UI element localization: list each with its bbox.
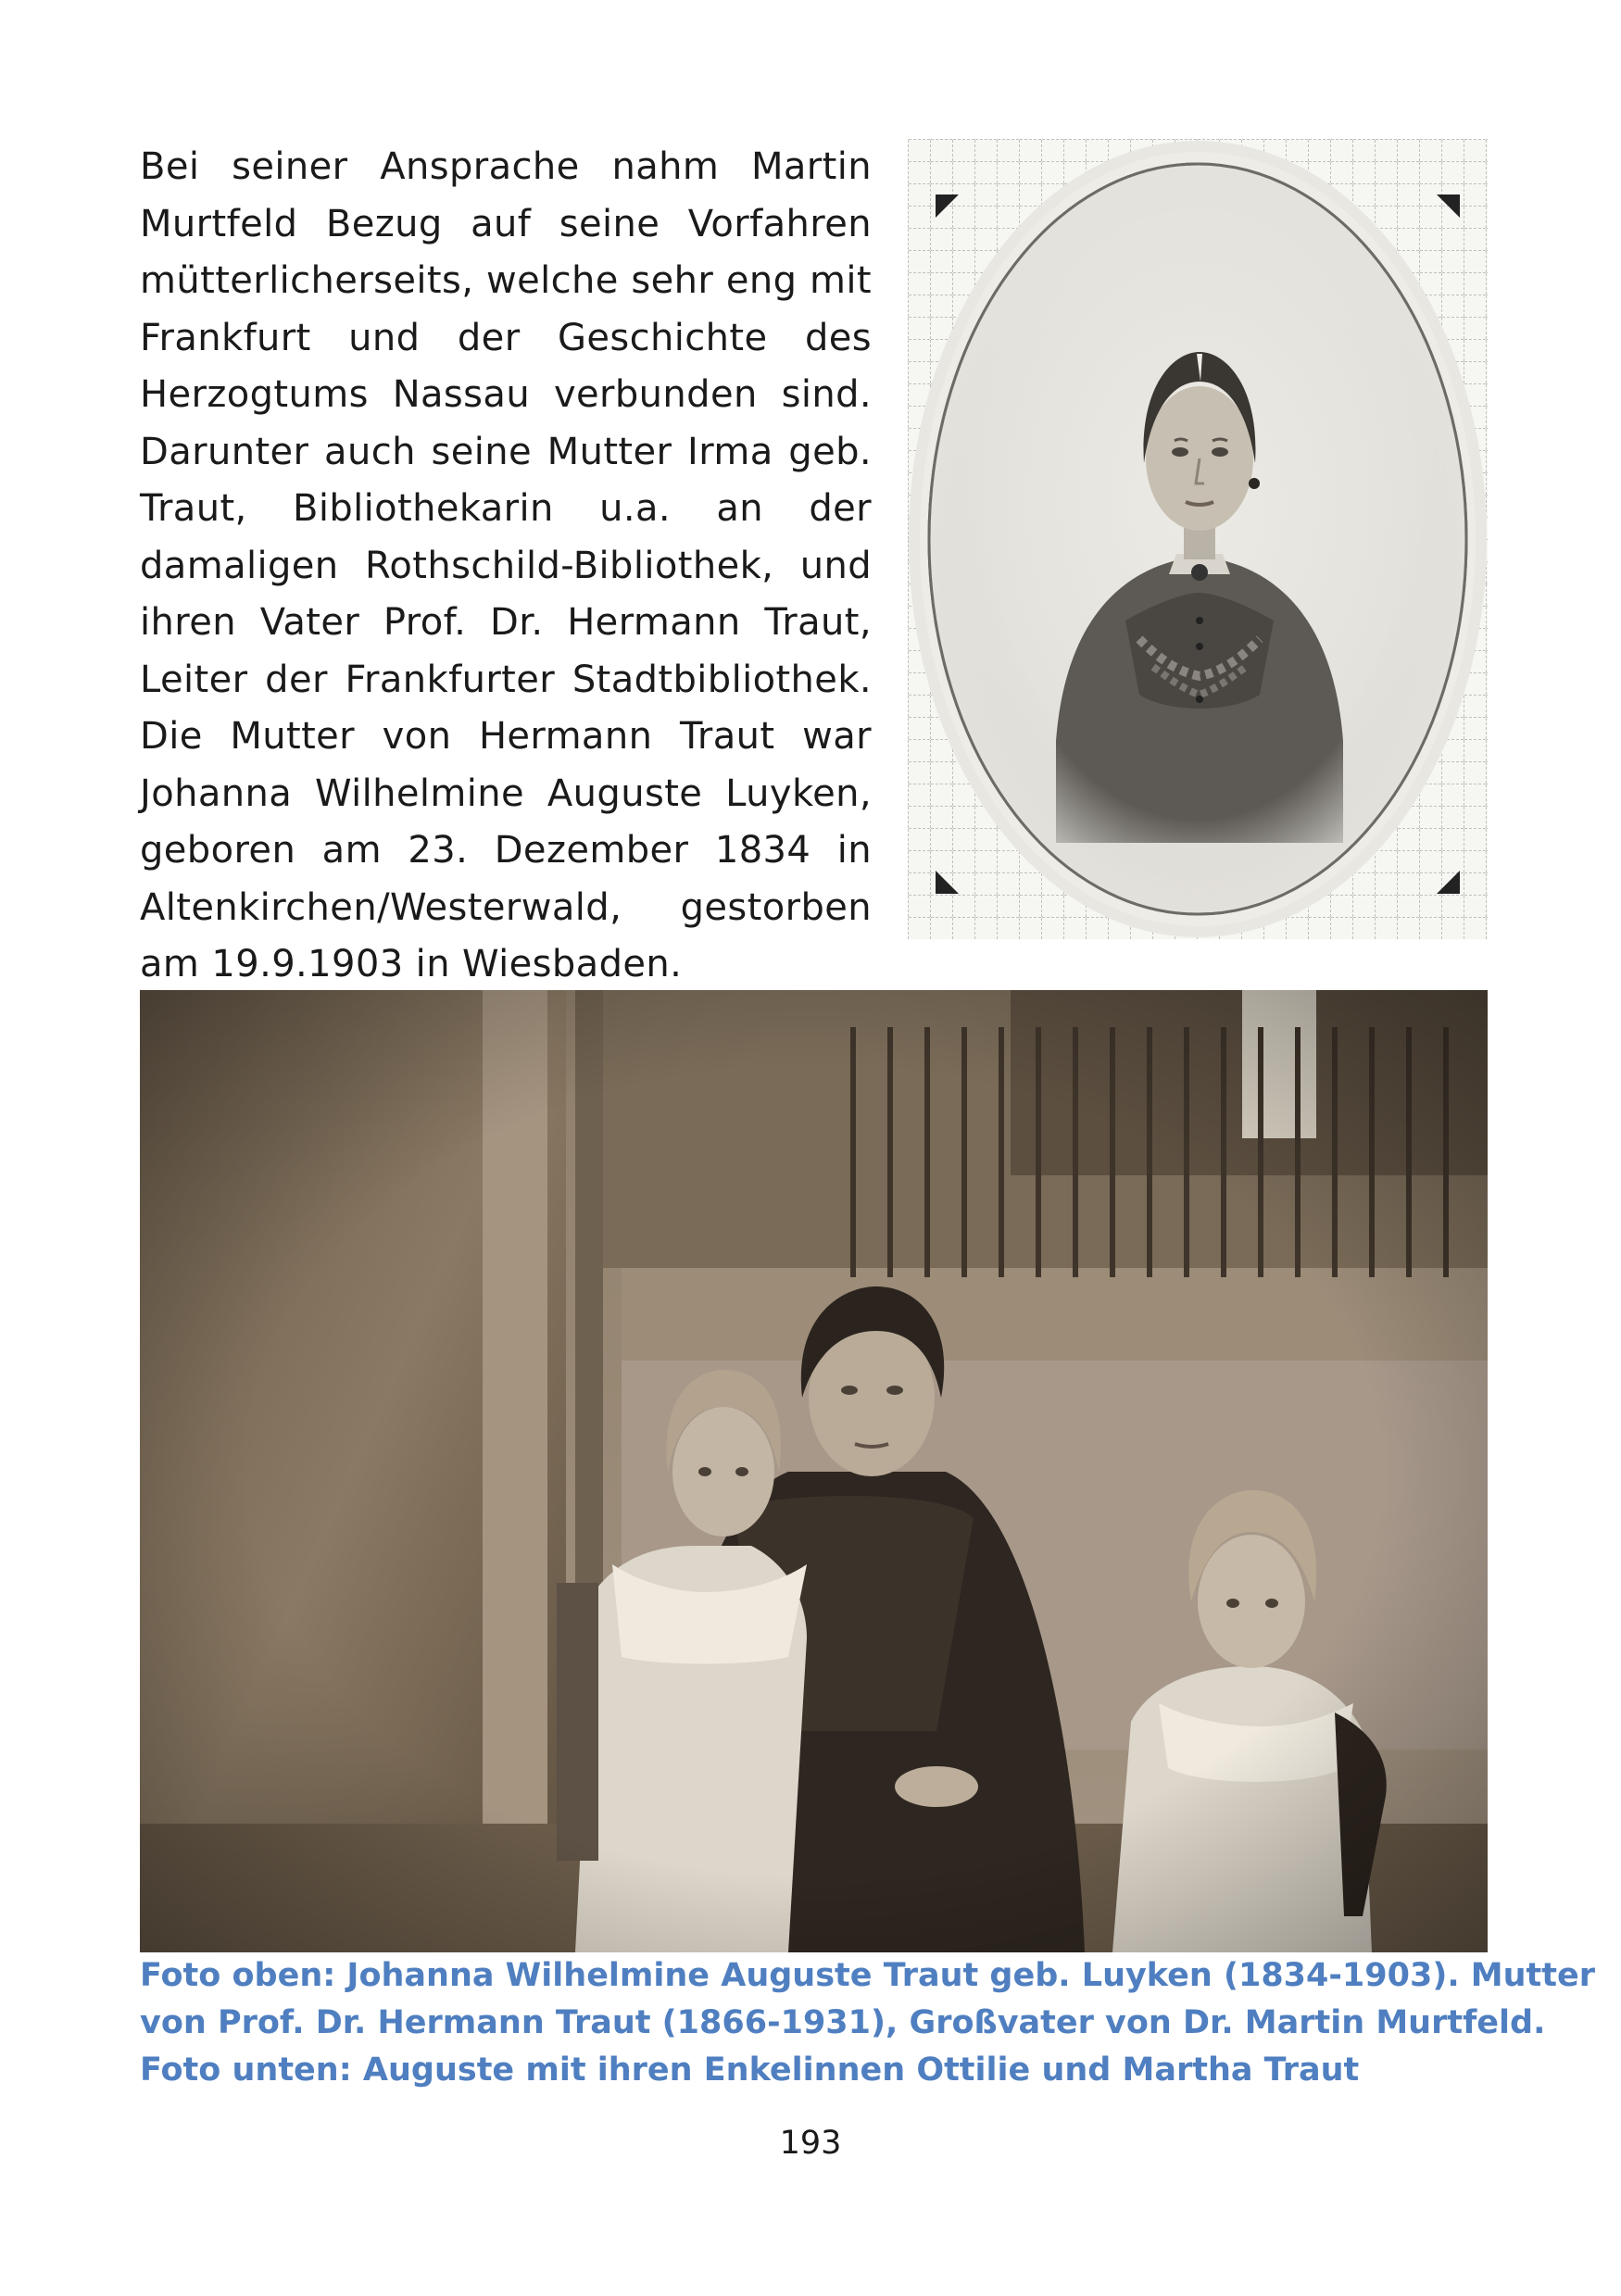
caption-line: Foto oben: Johanna Wilhelmine Auguste Traut geb. Luyken (1834-1903). Mutter bbox=[140, 1957, 1596, 1994]
body-line: Frankfurt und der Geschichte des bbox=[140, 316, 872, 359]
body-line: Leiter der Frankfurter Stadtbibliothek. bbox=[140, 658, 872, 701]
body-line: Murtfeld Bezug auf seine Vorfahren bbox=[140, 202, 872, 245]
body-line: ihren Vater Prof. Dr. Hermann Traut, bbox=[140, 601, 872, 644]
portrait-photo bbox=[908, 139, 1488, 939]
caption-line: von Prof. Dr. Hermann Traut (1866-1931), Großvater von Dr. Martin Murtfeld. bbox=[140, 2004, 1546, 2041]
body-line: Altenkirchen/Westerwald, gestorben bbox=[140, 885, 872, 929]
body-paragraph bbox=[140, 139, 872, 994]
body-line: geboren am 23. Dezember 1834 in bbox=[140, 829, 872, 872]
body-line: Herzogtums Nassau verbunden sind. bbox=[140, 373, 872, 416]
portrait-image bbox=[908, 139, 1488, 939]
body-line: Johanna Wilhelmine Auguste Luyken, bbox=[140, 772, 872, 815]
page-number: 193 bbox=[779, 2125, 842, 2162]
body-line: Darunter auch seine Mutter Irma geb. bbox=[140, 430, 872, 473]
body-line: mütterlicherseits, welche sehr eng mit bbox=[140, 259, 872, 302]
group-photo bbox=[140, 990, 1488, 1952]
group-photo-image bbox=[140, 990, 1488, 1952]
body-line: damaligen Rothschild-Bibliothek, und bbox=[140, 544, 872, 587]
caption-line: Foto unten: Auguste mit ihren Enkelinnen Ottilie und Martha Traut bbox=[140, 2051, 1360, 2089]
body-line: am 19.9.1903 in Wiesbaden. bbox=[140, 943, 683, 985]
figure-caption bbox=[140, 1952, 1596, 2094]
body-line: Traut, Bibliothekarin u.a. an der bbox=[140, 487, 872, 530]
body-line: Bei seiner Ansprache nahm Martin bbox=[140, 145, 872, 188]
body-line: Die Mutter von Hermann Traut war bbox=[140, 715, 872, 758]
